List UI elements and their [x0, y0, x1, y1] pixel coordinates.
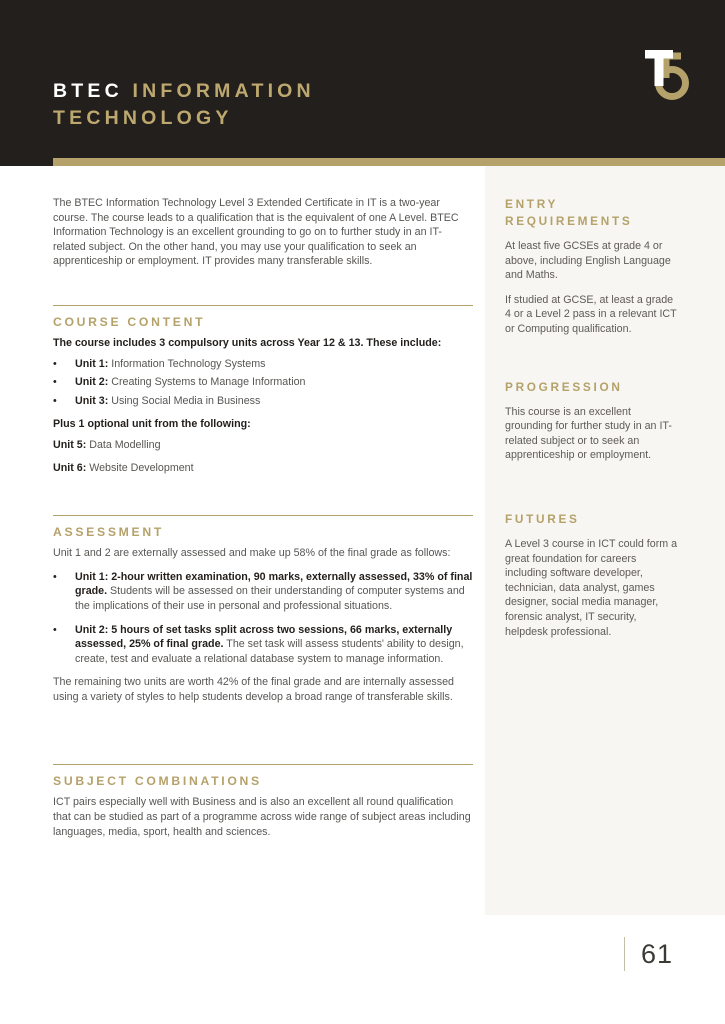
unit-text: Using Social Media in Business: [108, 394, 261, 407]
page-title-brand: BTEC: [53, 80, 123, 102]
assessment-item-rest: The set task will assess students' ability to design, create, test and evaluate a relational database system to manage information.: [75, 638, 464, 665]
page-title-subject: INFORMATION TECHNOLOGY: [53, 80, 315, 129]
intro-paragraph: The BTEC Information Technology Level 3 Extended Certificate in IT is a two-year course. The course leads to a qualification that is the equivalent of one A Level. BTEC Information Technology is an excellent grounding to go on to further study in an IT-related subject. On the other hand, you may use your qualification to seek an apprenticeship or employment. IT provides many transferable skills.: [53, 197, 459, 268]
unit-label: Unit 6:: [53, 461, 87, 474]
unit-text: Creating Systems to Manage Information: [108, 376, 306, 389]
list-item-text: [75, 357, 473, 372]
section-assessment: [53, 515, 473, 704]
bullet-icon: •: [53, 570, 57, 583]
assessment-item-bold: Unit 2: 5 hours of set tasks split across two sessions, 66 marks, externally assessed, 25% of final grade.: [75, 623, 453, 651]
list-item-text: [75, 394, 473, 409]
course-content-heading: COURSE CONTENT: [53, 314, 206, 329]
list-item: [53, 623, 473, 667]
unit-label: Unit 1:: [75, 357, 109, 370]
optional-units-lead: Plus 1 optional unit from the following:: [53, 418, 251, 431]
list-item: [53, 394, 473, 409]
optional-unit-item: [53, 461, 473, 476]
list-item-text: [75, 375, 473, 390]
unit-label: Unit 5:: [53, 438, 87, 451]
list-item-text: [75, 570, 473, 614]
course-content-lead: The course includes 3 compulsory units across Year 12 & 13. These include:: [53, 336, 442, 349]
t6-logo: [639, 42, 697, 102]
optional-unit-item: [53, 438, 473, 453]
sidebar-section-entry-requirements: [505, 196, 680, 337]
section-subject-combinations: [53, 764, 473, 839]
progression-heading: PROGRESSION: [505, 379, 623, 394]
entry-requirements-paragraph: At least five GCSEs at grade 4 or above, including English Language and Maths.: [505, 240, 671, 282]
unit-text: Website Development: [86, 461, 194, 474]
assessment-closing: The remaining two units are worth 42% of the final grade and are internally assessed using a variety of styles to help students develop a broad range of transferable skills.: [53, 676, 455, 703]
assessment-heading: ASSESSMENT: [53, 525, 164, 540]
list-item: [53, 375, 473, 390]
subject-combinations-text: ICT pairs especially well with Business and is also an excellent all round qualification that can be studied as part of a programme across wide range of subject areas including languages, media, sport, health and sciences.: [53, 796, 471, 838]
section-divider: [53, 764, 473, 765]
subject-combinations-heading: SUBJECT COMBINATIONS: [53, 774, 262, 789]
assessment-lead: Unit 1 and 2 are externally assessed and make up 58% of the final grade as follows:: [53, 547, 451, 560]
section-divider: [53, 515, 473, 516]
futures-heading: FUTURES: [505, 511, 580, 526]
page-title: [53, 78, 483, 132]
progression-paragraph: This course is an excellent grounding for further study in an IT-related subject or to seek an apprenticeship or employment.: [505, 405, 672, 462]
page-header: [0, 0, 725, 166]
unit-text: Data Modelling: [86, 438, 161, 451]
bullet-icon: •: [53, 376, 57, 389]
unit-label: Unit 2:: [75, 376, 109, 389]
entry-requirements-paragraph: If studied at GCSE, at least a grade 4 or a Level 2 pass in a relevant ICT or Computing qualification.: [505, 293, 677, 335]
section-divider: [53, 305, 473, 306]
list-item: [53, 570, 473, 614]
header-gold-accent-bar: [53, 158, 725, 166]
sidebar-section-progression: [505, 379, 680, 463]
list-item-text: [75, 623, 473, 667]
sidebar-section-futures: [505, 511, 680, 639]
bullet-icon: •: [53, 357, 57, 370]
section-course-content: [53, 305, 473, 475]
page-number: 61: [640, 939, 673, 969]
bullet-icon: •: [53, 394, 57, 407]
unit-label: Unit 3:: [75, 394, 109, 407]
unit-text: Information Technology Systems: [108, 357, 266, 370]
futures-paragraph: A Level 3 course in ICT could form a great foundation for careers including software developer, technician, data analyst, games designer, social media manager, forensic analyst, IT security, helpdesk professional.: [505, 537, 678, 638]
entry-requirements-heading: ENTRY REQUIREMENTS: [505, 197, 633, 228]
page-number-divider: [624, 937, 625, 971]
assessment-item-rest: Students will be assessed on their understanding of computer systems and the implications of their use in personal and professional situations.: [75, 585, 465, 612]
bullet-icon: •: [53, 623, 57, 636]
sidebar-column: [505, 196, 680, 665]
page-footer: [0, 926, 725, 982]
main-column: [53, 166, 473, 846]
page-body: [0, 166, 725, 1024]
list-item: [53, 357, 473, 372]
assessment-item-bold: Unit 1: 2-hour written examination, 90 marks, externally assessed, 33% of final grade.: [75, 570, 473, 598]
